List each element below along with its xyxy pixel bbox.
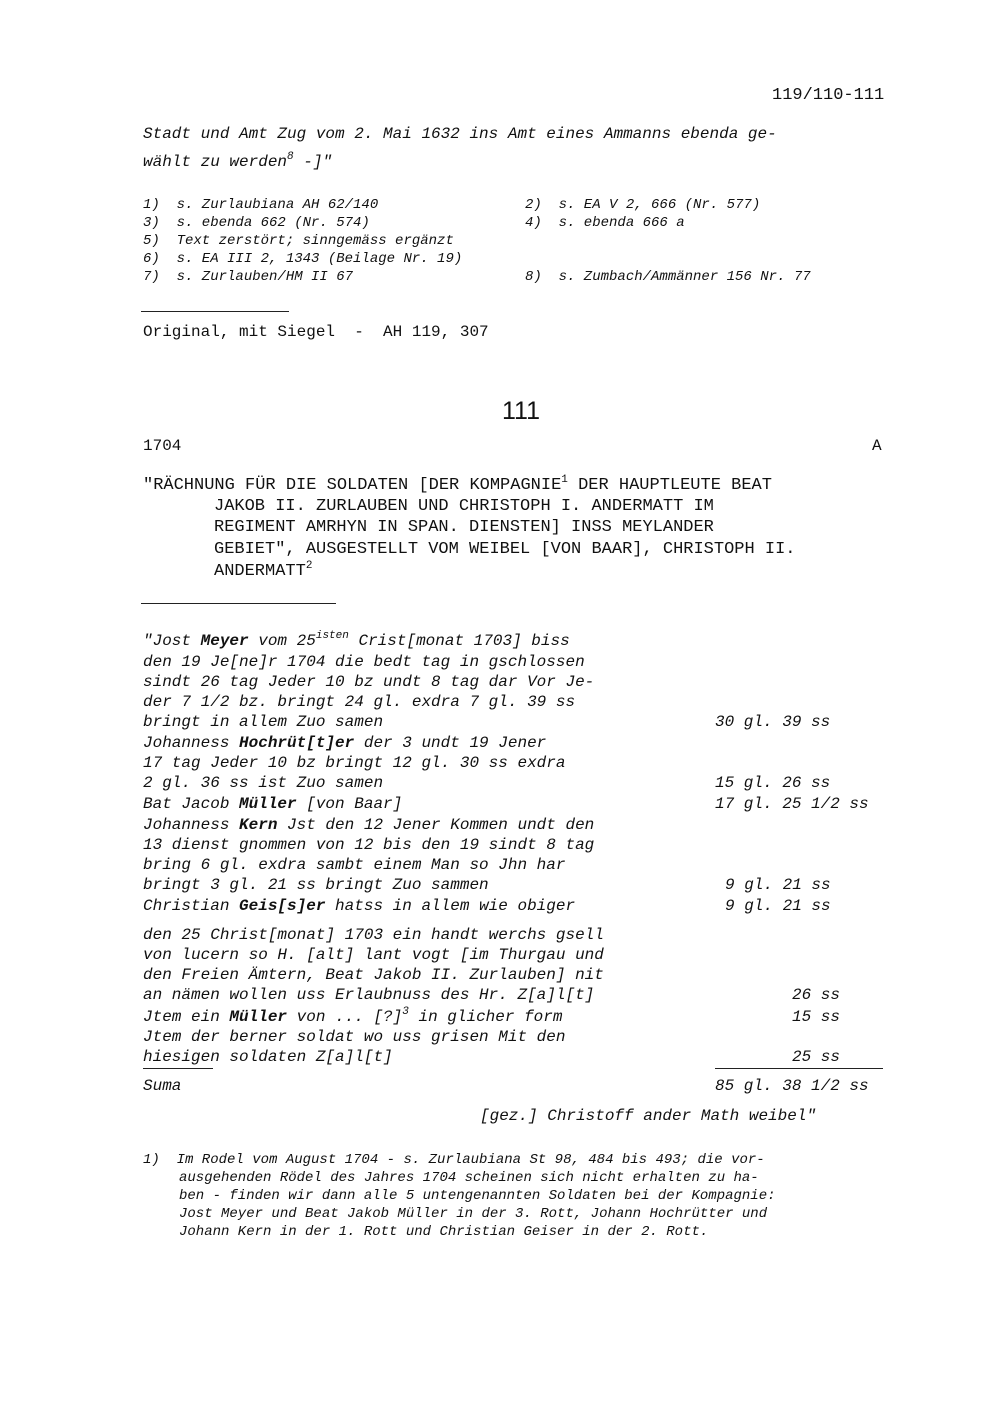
signature: [gez.] Christoff ander Math weibel" [480,1107,817,1125]
prev-footnote-7: 7) s. Zurlauben/HM II 67 [143,269,354,285]
entry-2-name: Hochrüt[t]er [239,734,355,752]
title-line-1b: DER HAUPTLEUTE BEAT [567,476,772,495]
entry-3-line-1 [143,795,402,813]
entry-7-mid: von ... [?] [287,1008,403,1026]
title-line-2: JAKOB II. ZURLAUBEN UND CHRISTOPH I. ANDERMATT IM [214,497,714,516]
footnote-ref-1: 1 [561,474,568,486]
entry-7-rest: in glicher form [408,1008,563,1026]
divider-short [141,311,289,312]
underline-hiesigen [143,1068,213,1069]
entry-6-line-4: an nämen wollen uss Erlaubnuss des Hr. Z[a]l[t] [143,986,595,1004]
footnote-ref-2: 2 [305,560,313,572]
title-line-5 [214,562,312,581]
entry-3-rest: [von Baar] [296,795,403,813]
entry-4-line-2: 13 dienst gnommen von 12 bis den 19 sindt 8 tag [143,836,595,854]
entry-1-line-2: den 19 Je[ne]r 1704 die bedt tag in gschlossen [143,653,585,671]
title-line-3: REGIMENT AMRHYN IN SPAN. DIENSTEN] INSS MEYLANDER [214,518,714,537]
entry-1-rest: Crist[monat 1703] biss [348,632,570,650]
entry-2-line-3: 2 gl. 36 ss ist Zuo samen [143,774,384,792]
prev-text-line-2 [143,153,332,171]
entry-1-prefix: "Jost [143,632,201,650]
entry-7-line-1 [143,1008,562,1026]
title-line-1a: "RÄCHNUNG FÜR DIE SOLDATEN [DER KOMPAGNIE [143,476,562,495]
prev-text-line-1: Stadt und Amt Zug vom 2. Mai 1632 ins Amt eines Ammanns ebenda ge- [143,125,777,143]
entry-6-amount: 26 ss [792,986,841,1004]
entry-2-line-1 [143,734,546,752]
footnote-line-2: ausgehenden Rödel des Jahres 1704 scheinen sich nicht erhalten zu ha- [179,1170,759,1186]
prev-text-line-2a: wählt zu werden [143,153,288,171]
prev-footnote-3: 3) s. ebenda 662 (Nr. 574) [143,215,370,231]
entry-8-line-2: hiesigen soldaten Z[a]l[t] [143,1048,393,1066]
entry-5-amount: 9 gl. 21 ss [725,897,831,915]
entry-8-line-1: Jtem der berner soldat wo uss grisen Mit den [143,1028,566,1046]
sum-rule [715,1068,883,1069]
entry-3-amount: 17 gl. 25 1/2 ss [715,795,869,813]
entry-2-line-2: 17 tag Jeder 10 bz bringt 12 gl. 30 ss exdra [143,754,566,772]
sum-label: Suma [143,1077,182,1095]
prev-source-note: Original, mit Siegel - AH 119, 307 [143,323,489,341]
entry-1-sup: isten [315,630,349,642]
entry-6-line-3: den Freien Ämtern, Beat Jakob II. Zurlauben] nit [143,966,604,984]
entry-7-name: Müller [229,1008,288,1026]
entry-1-name: Meyer [200,632,249,650]
entry-2-amount: 15 gl. 26 ss [715,774,831,792]
entry-7-prefix: Jtem ein [143,1008,230,1026]
entry-1-line-1 [143,632,570,650]
prev-footnote-2: 2) s. EA V 2, 666 (Nr. 577) [525,197,761,213]
title-line-5a: ANDERMATT [214,562,306,581]
entry-1-line-4: der 7 1/2 bz. bringt 24 gl. exdra 7 gl. 39 ss [143,693,576,711]
footnote-line-5: Johann Kern in der 1. Rott und Christian Geiser in der 2. Rott. [179,1224,709,1240]
prev-footnote-8: 8) s. Zumbach/Ammänner 156 Nr. 77 [525,269,811,285]
document-number: 111 [502,397,541,425]
prev-footnote-4: 4) s. ebenda 666 a [525,215,685,231]
entry-4-line-4: bringt 3 gl. 21 ss bringt Zuo sammen [143,876,489,894]
entry-2-rest: der 3 undt 19 Jener [354,734,547,752]
footnote-line-4: Jost Meyer und Beat Jakob Müller in der 3. Rott, Johann Hochrütter und [179,1206,768,1222]
title-line-1 [143,476,772,495]
entry-5-prefix: Christian [143,897,240,915]
divider-title [141,603,336,604]
footnote-line-1: 1) Im Rodel vom August 1704 - s. Zurlaubiana St 98, 484 bis 493; die vor- [143,1152,765,1168]
entry-4-name: Kern [239,816,278,834]
entry-3-name: Müller [239,795,297,813]
prev-footnote-6: 6) s. EA III 2, 1343 (Beilage Nr. 19) [143,251,463,267]
entry-3-prefix: Bat Jacob [143,795,240,813]
entry-4-prefix: Johanness [143,816,240,834]
entry-6-line-2: von lucern so H. [alt] lant vogt [im Thurgau und [143,946,604,964]
prev-footnote-1: 1) s. Zurlaubiana AH 62/140 [143,197,379,213]
entry-2-prefix: Johanness [143,734,240,752]
entry-4-line-3: bring 6 gl. exdra sambt einem Man so Jhn har [143,856,566,874]
entry-1-amount: 30 gl. 39 ss [715,713,831,731]
entry-1-line-3: sindt 26 tag Jeder 10 bz undt 8 tag dar Vor Je- [143,673,595,691]
entry-4-rest: Jst den 12 Jener Kommen undt den [277,816,595,834]
entry-4-line-1 [143,816,594,834]
footnote-ref-8: 8 [287,151,294,163]
entry-5-name: Geis[s]er [239,897,326,915]
sum-amount: 85 gl. 38 1/2 ss [715,1077,869,1095]
entry-1-line-5: bringt in allem Zuo samen [143,713,384,731]
entry-8-amount: 25 ss [792,1048,841,1066]
prev-text-line-2b: -]" [293,153,333,171]
entry-1-mid: vom 25 [248,632,316,650]
entry-7-amount: 15 ss [792,1008,841,1026]
document-date: 1704 [143,437,182,455]
entry-6-line-1: den 25 Christ[monat] 1703 ein handt werchs gsell [143,926,604,944]
entry-5-line-1 [143,897,575,915]
title-line-4: GEBIET", AUSGESTELLT VOM WEIBEL [VON BAAR], CHRISTOPH II. [214,540,796,559]
entry-5-rest: hatss in allem wie obiger [325,897,576,915]
footnote-line-3: ben - finden wir dann alle 5 untengenannten Soldaten bei der Kompagnie: [179,1188,776,1204]
entry-4-amount: 9 gl. 21 ss [725,876,831,894]
footnote-ref-3: 3 [402,1006,409,1018]
document-letter: A [872,437,882,455]
page-reference: 119/110-111 [772,86,885,105]
prev-footnote-5: 5) Text zerstört; sinngemäss ergänzt [143,233,454,249]
